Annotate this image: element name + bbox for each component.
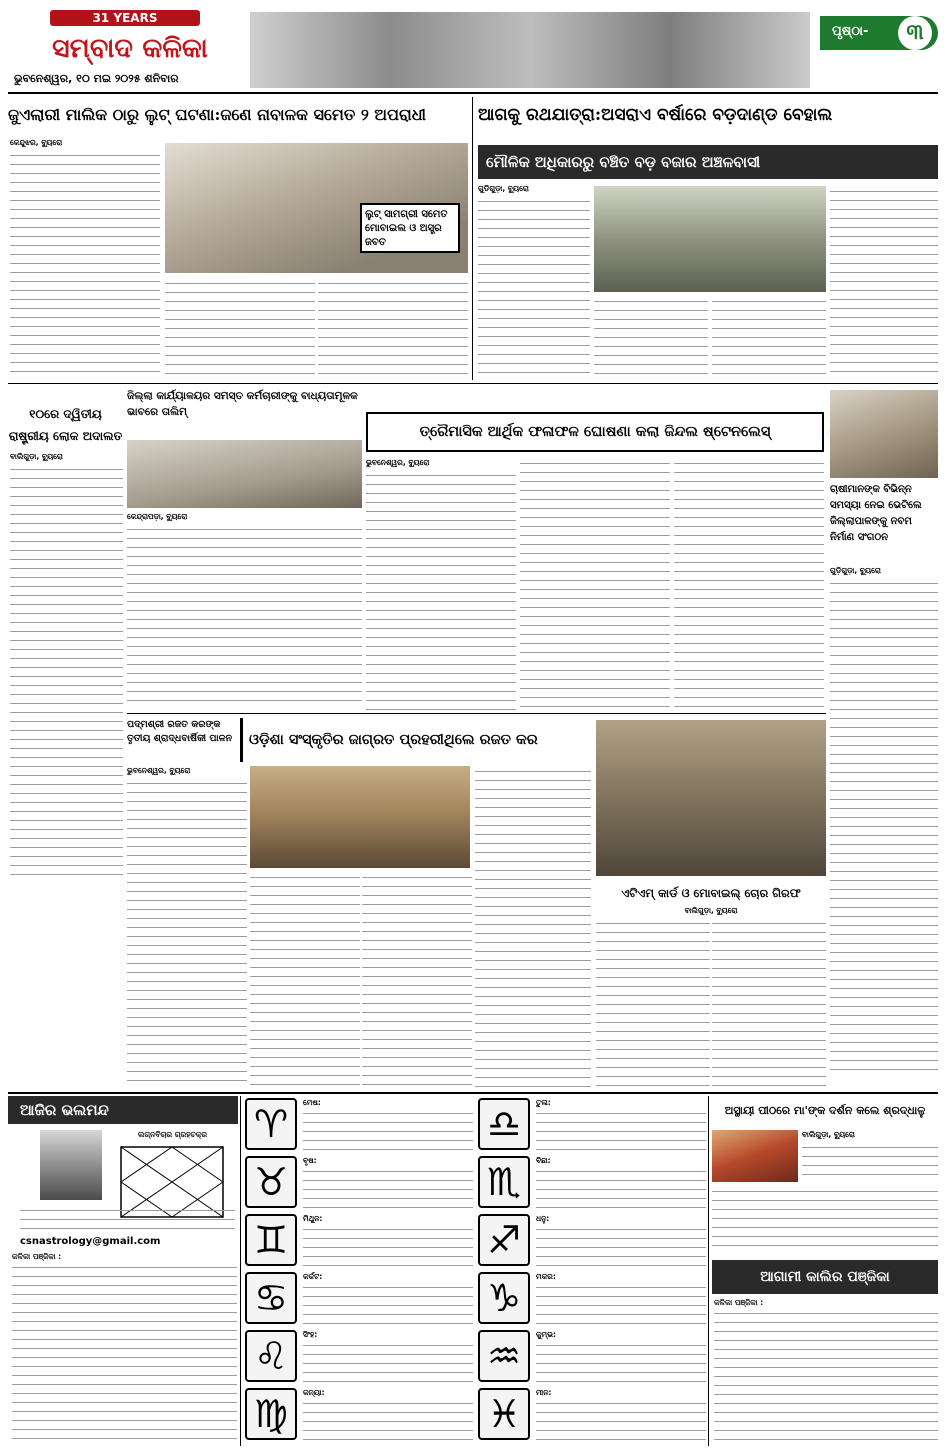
cancer-name: କର୍କଟ: bbox=[303, 1272, 323, 1281]
gemini-icon: ♊ bbox=[245, 1214, 297, 1266]
jewellery-caption: ଲୁଟ୍ ସାମଗ୍ରୀ ସମେତ ମୋବାଇଲ ଓ ଅସ୍ତ୍ର ଜବତ bbox=[360, 203, 460, 253]
rajat-text-col-4 bbox=[475, 766, 591, 1088]
rathyatra-text-col-1 bbox=[478, 196, 590, 380]
aquarius-text bbox=[536, 1340, 706, 1384]
darshan-text-2 bbox=[712, 1186, 938, 1254]
page-number: ୩ bbox=[898, 16, 932, 50]
vertical-rule-horoscope bbox=[240, 1096, 241, 1446]
district-office-headline: ଜିଲ୍ଲା କାର୍ଯ୍ୟାଳୟର ସମସ୍ତ କର୍ମଚାରୀଙ୍କୁ ବାଧ୍ୟତାମୂଳକ ଭାବରେ ତାଲିମ୍ bbox=[127, 390, 358, 418]
rathyatra-text-col-4 bbox=[830, 186, 938, 380]
jindal-text-col-1 bbox=[366, 470, 516, 710]
virgo-name: କନ୍ୟା: bbox=[303, 1388, 325, 1397]
taurus-name: ବୃଷ: bbox=[303, 1156, 317, 1165]
rathyatra-text-col-3 bbox=[712, 296, 826, 380]
next-panjika-text bbox=[714, 1308, 938, 1442]
atm-photo bbox=[596, 720, 826, 876]
horoscope-title: ଆଜିର ଭଲମନ୍ଦ bbox=[8, 1096, 238, 1124]
sagittarius-icon: ♐ bbox=[478, 1214, 530, 1266]
zodiac-aries bbox=[245, 1098, 473, 1154]
darshan-photo bbox=[712, 1130, 798, 1182]
pisces-name: ମୀନ: bbox=[536, 1388, 552, 1397]
farmers-photo bbox=[830, 390, 938, 478]
rajat-photo bbox=[250, 766, 470, 868]
next-panjika-title: ଆଗାମୀ କାଲିର ପଞ୍ଜିକା bbox=[712, 1260, 938, 1294]
zodiac-aquarius bbox=[478, 1330, 706, 1386]
horizontal-rule-2 bbox=[127, 713, 826, 714]
leo-icon: ♌ bbox=[245, 1330, 297, 1382]
vertical-rule-darshan bbox=[708, 1096, 709, 1446]
horizontal-rule-1 bbox=[8, 383, 938, 384]
zodiac-capricorn bbox=[478, 1272, 706, 1328]
taurus-icon: ♉ bbox=[245, 1156, 297, 1208]
rathyatra-headline: ଆଗକୁ ରଥଯାତ୍ରା:ଅସରାଏ ବର୍ଷାରେ ବଡ଼ଦାଣ୍ଡ ବେହାଲ bbox=[478, 105, 833, 125]
darshan-byline: ବାଲିଗୁଡ଼ା, ବ୍ୟୁରୋ bbox=[802, 1130, 855, 1139]
virgo-icon: ♍ bbox=[245, 1388, 297, 1440]
zodiac-gemini bbox=[245, 1214, 473, 1270]
scorpio-name: ବିଛା: bbox=[536, 1156, 551, 1165]
libra-name: ତୁଳା: bbox=[536, 1098, 551, 1107]
astrologer-email: csnastrology@gmail.com bbox=[20, 1236, 161, 1247]
horizontal-rule-3 bbox=[8, 1092, 938, 1094]
aries-icon: ♈ bbox=[245, 1098, 297, 1150]
aries-name: ମେଷ: bbox=[303, 1098, 321, 1107]
zodiac-taurus bbox=[245, 1156, 473, 1212]
pisces-text bbox=[536, 1398, 706, 1442]
jewellery-photo bbox=[165, 143, 468, 273]
capricorn-name: ମକର: bbox=[536, 1272, 556, 1281]
cancer-text bbox=[303, 1282, 473, 1326]
lok-adalat-headline: ୧୦ରେ ଦ୍ୱିତୀୟ ରାଷ୍ଟ୍ରୀୟ ଲୋକ ଅଦାଲତ bbox=[8, 407, 123, 443]
rajat-kicker: ପଦ୍ମଶ୍ରୀ ରଜତ କରଙ୍କ ତୃତୀୟ ଶ୍ରାଦ୍ଧବାର୍ଷିକୀ ପାଳନ bbox=[127, 719, 233, 744]
leo-text bbox=[303, 1340, 473, 1384]
rajat-headline: ଓଡ଼ିଶା ସଂସ୍କୃତିର ଜାଗ୍ରତ ପ୍ରହରୀଥିଲେ ରଜତ କର bbox=[240, 718, 590, 762]
years-badge: 31 YEARS bbox=[50, 10, 200, 26]
atm-text-col-1 bbox=[596, 918, 710, 1088]
zodiac-pisces bbox=[478, 1388, 706, 1444]
masthead bbox=[0, 0, 945, 92]
pisces-icon: ♓ bbox=[478, 1388, 530, 1440]
chart-title: ଲଗ୍ନବିଚାର ଗ୍ରହଚକ୍ର bbox=[137, 1130, 208, 1139]
zodiac-scorpio bbox=[478, 1156, 706, 1212]
scorpio-text bbox=[536, 1166, 706, 1210]
zodiac-col-right bbox=[478, 1096, 706, 1446]
jindal-headline: ତ୍ରୈମାସିକ ଆର୍ଥିକ ଫଳାଫଳ ଘୋଷଣା କଲା ଜିନ୍ଦଲ ଷ୍ଟେନଲେସ୍ bbox=[366, 412, 824, 452]
zodiac-libra bbox=[478, 1098, 706, 1154]
rajat-text-col-1 bbox=[127, 778, 247, 1088]
zodiac-virgo bbox=[245, 1388, 473, 1444]
panjika-text bbox=[12, 1262, 237, 1442]
jewellery-byline: କେନ୍ଦୁଝର, ବ୍ୟୁରୋ bbox=[10, 138, 63, 147]
sagittarius-name: ଧନୁ: bbox=[536, 1214, 550, 1223]
masthead-rule bbox=[8, 92, 938, 94]
libra-text bbox=[536, 1108, 706, 1152]
vertical-rule-1 bbox=[472, 97, 473, 380]
gemini-text bbox=[303, 1224, 473, 1268]
aries-text bbox=[303, 1108, 473, 1152]
virgo-text bbox=[303, 1398, 473, 1442]
atm-text-col-2 bbox=[712, 918, 826, 1088]
lok-adalat-text bbox=[10, 464, 123, 876]
gemini-name: ମିଥୁନ: bbox=[303, 1214, 323, 1223]
zodiac-sagittarius bbox=[478, 1214, 706, 1270]
atm-byline: ବାଲିଗୁଡ଼ା, ବ୍ୟୁରୋ bbox=[684, 906, 738, 915]
logo: ସମ୍ବାଦ କଳିକା bbox=[52, 33, 208, 64]
masthead-banner-image bbox=[250, 12, 810, 88]
rathyatra-photo bbox=[594, 186, 826, 292]
leo-name: ସିଂହ: bbox=[303, 1330, 318, 1339]
farmers-headline: ଚାଷୀମାନଙ୍କ ବିଭିନ୍ନ ସମସ୍ୟା ନେଇ ଭେଟିଲେ ଜିଲ୍ଲାପାଳଙ୍କୁ ନବମ ନିର୍ମାଣ ସଂଗଠନ bbox=[830, 484, 922, 543]
astrologer-credit bbox=[20, 1205, 235, 1233]
zodiac-leo bbox=[245, 1330, 473, 1386]
farmers-byline: ଗୁଡ଼ିଗୁଡ଼ା, ବ୍ୟୁରୋ bbox=[830, 566, 881, 575]
zodiac-cancer bbox=[245, 1272, 473, 1328]
cancer-icon: ♋ bbox=[245, 1272, 297, 1324]
district-office-photo bbox=[127, 440, 362, 508]
rajat-byline: ଭୁବନେଶ୍ୱର, ବ୍ୟୁରୋ bbox=[127, 766, 191, 775]
rajat-text-col-2 bbox=[250, 872, 360, 1088]
darshan-text-1 bbox=[802, 1142, 938, 1182]
jewellery-headline: ଜୁଏଲାରୀ ମାଲିକ ଠାରୁ ଲୁଟ୍ ଘଟଣା:ଜଣେ ନାବାଳକ ସମେତ ୨ ଅପରାଧୀ bbox=[8, 105, 427, 124]
page-tag bbox=[820, 16, 938, 50]
jindal-text-col-2 bbox=[520, 458, 670, 710]
jindal-text-col-3 bbox=[674, 458, 824, 710]
dateline: ଭୁବନେଶ୍ୱର, ୧୦ ମଇ ୨୦୨୫ ଶନିବାର bbox=[14, 72, 179, 85]
jewellery-text-col-3 bbox=[318, 278, 468, 380]
capricorn-icon: ♑ bbox=[478, 1272, 530, 1324]
aquarius-name: କୁମ୍ଭ: bbox=[536, 1330, 557, 1339]
capricorn-text bbox=[536, 1282, 706, 1326]
farmers-text bbox=[830, 578, 938, 1078]
rajat-text-col-3 bbox=[362, 872, 472, 1088]
sagittarius-text bbox=[536, 1224, 706, 1268]
atm-headline: ଏଟିଏମ୍ କାର୍ଡ ଓ ମୋବାଇଲ୍ ଚୋର ଗିରଫ bbox=[621, 886, 801, 900]
aquarius-icon: ♒ bbox=[478, 1330, 530, 1382]
astrologer-photo bbox=[40, 1130, 102, 1200]
taurus-text bbox=[303, 1166, 473, 1210]
scorpio-icon: ♏ bbox=[478, 1156, 530, 1208]
next-panjika-label: କଳିକା ପଞ୍ଜିକା : bbox=[714, 1298, 764, 1307]
darshan-headline: ଅସ୍ଥାୟୀ ପୀଠରେ ମା'ଙ୍କ ଦର୍ଶନ କଲେ ଶ୍ରଦ୍ଧାଳୁ bbox=[724, 1104, 926, 1117]
jewellery-text-col-2 bbox=[165, 278, 315, 380]
page-label: ପୃଷ୍ଠା- bbox=[832, 24, 869, 39]
district-office-byline: କେନ୍ଦ୍ରାପଡ଼ା, ବ୍ୟୁରୋ bbox=[127, 512, 188, 521]
jindal-byline: ଭୁବନେଶ୍ୱର, ବ୍ୟୁରୋ bbox=[366, 458, 430, 467]
district-office-text bbox=[127, 524, 362, 709]
libra-icon: ♎ bbox=[478, 1098, 530, 1150]
rathyatra-subhead: ମୌଳିକ ଅଧିକାରରୁ ବଞ୍ଚିତ ବଡ଼ ବଜାର ଅଞ୍ଚଳବାସୀ bbox=[478, 145, 938, 179]
lok-adalat-byline: ବାଲିଗୁଡ଼ା, ବ୍ୟୁରୋ bbox=[10, 452, 63, 461]
rathyatra-text-col-2 bbox=[594, 296, 708, 380]
zodiac-col-left bbox=[245, 1096, 473, 1446]
jewellery-text-col bbox=[10, 150, 160, 380]
panjika-label: କଳିକା ପଞ୍ଜିକା : bbox=[12, 1252, 62, 1261]
rathyatra-byline: ଗୁଡିଗୁଡ଼ା, ବ୍ୟୁରୋ bbox=[478, 184, 529, 193]
